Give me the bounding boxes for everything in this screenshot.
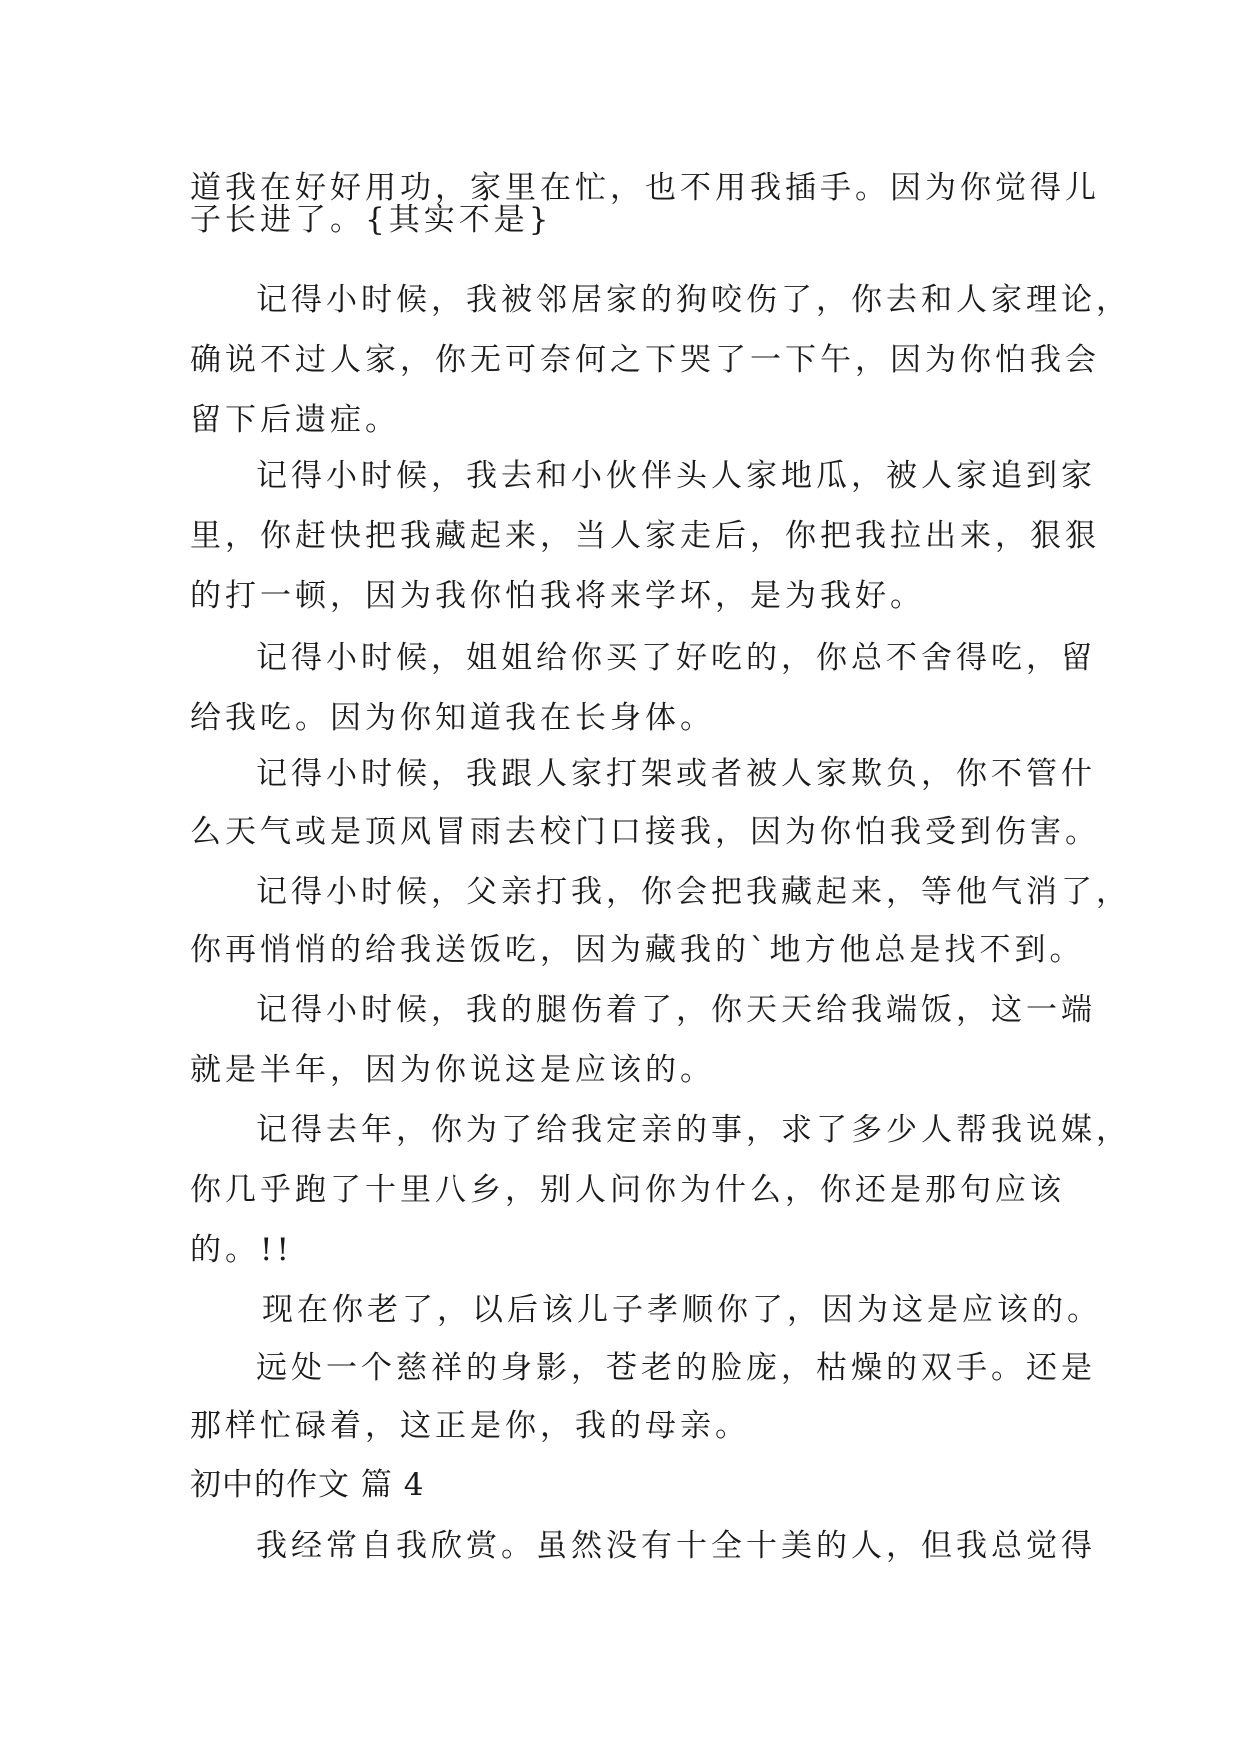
text-line: 子长进了。{其实不是} — [190, 202, 553, 238]
text-line: 的打一顿，因为我你怕我将来学坏，是为我好。 — [190, 578, 925, 614]
text-line: 里，你赶快把我藏起来，当人家走后，你把我拉出来，狠狠 — [190, 518, 1100, 554]
paragraph-start: 记得小时候，我跟人家打架或者被人家欺负，你不管什 — [256, 756, 1096, 792]
paragraph-start: 现在你老了，以后该儿子孝顺你了，因为这是应该的。 — [262, 1292, 1102, 1328]
text-line: 么天气或是顶风冒雨去校门口接我，因为你怕我受到伤害。 — [190, 814, 1100, 850]
text-line: 就是半年，因为你说这是应该的。 — [190, 1052, 715, 1088]
text-line: 道我在好好用功，家里在忙，也不用我插手。因为你觉得儿 — [190, 170, 1100, 206]
text-line: 你几乎跑了十里八乡，别人问你为什么，你还是那句应该 — [190, 1172, 1065, 1208]
paragraph-start: 记得去年，你为了给我定亲的事，求了多少人帮我说媒， — [256, 1112, 1131, 1148]
text-line: 确说不过人家，你无可奈何之下哭了一下午，因为你怕我会 — [190, 342, 1100, 378]
paragraph-start: 记得小时候，父亲打我，你会把我藏起来，等他气消了， — [256, 874, 1131, 910]
text-line: 的。!! — [190, 1232, 293, 1268]
paragraph-start: 我经常自我欣赏。虽然没有十全十美的人，但我总觉得 — [256, 1528, 1096, 1564]
paragraph-start: 记得小时候，我被邻居家的狗咬伤了，你去和人家理论， — [256, 282, 1131, 318]
text-line: 留下后遗症。 — [190, 402, 400, 438]
paragraph-start: 记得小时候，姐姐给你买了好吃的，你总不舍得吃，留 — [256, 640, 1096, 676]
section-heading: 初中的作文 篇 4 — [190, 1467, 425, 1503]
paragraph-start: 记得小时候，我的腿伤着了，你天天给我端饭，这一端 — [256, 992, 1096, 1028]
paragraph-start: 远处一个慈祥的身影，苍老的脸庞，枯燥的双手。还是 — [256, 1350, 1096, 1386]
paragraph-start: 记得小时候，我去和小伙伴头人家地瓜，被人家追到家 — [256, 458, 1096, 494]
text-line: 给我吃。因为你知道我在长身体。 — [190, 700, 715, 736]
text-line: 那样忙碌着，这正是你，我的母亲。 — [190, 1408, 750, 1444]
text-line: 你再悄悄的给我送饭吃，因为藏我的`地方他总是找不到。 — [190, 932, 1085, 968]
